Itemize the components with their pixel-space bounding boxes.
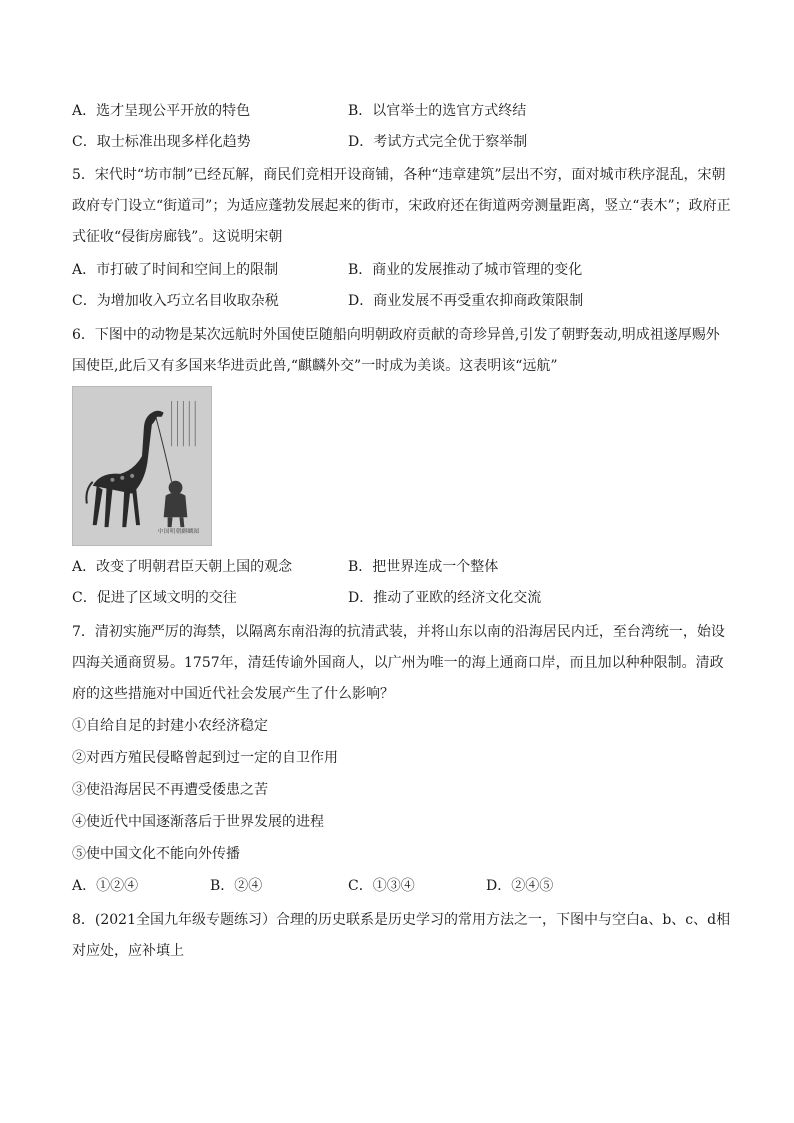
q4-option-d[interactable]: D．考试方式完全优于察举制 [348,134,528,150]
q4-option-c[interactable]: C．取士标准出现多样化趋势 [72,134,251,150]
q7-item-1: ①自给自足的封建小农经济稳定 [72,718,268,734]
q5-stem-line-3: 式征收“侵街房廊钱”。这说明宋朝 [72,229,283,245]
q7-stem-line-1: 7．清初实施严厉的海禁，以隔离东南沿海的抗清武装，并将山东以南的沿海居民内迁，至台湾统一，始设 [72,624,725,640]
q6-option-a[interactable]: A．改变了明朝君臣天朝上国的观念 [72,559,293,575]
giraffe-tribute-painting [72,386,212,546]
q7-option-d[interactable]: D．②④⑤ [486,878,554,894]
q5-option-d[interactable]: D．商业发展不再受重农抑商政策限制 [348,293,584,309]
q6-option-d[interactable]: D．推动了亚欧的经济文化交流 [348,590,542,606]
giraffe-illustration [73,387,211,545]
q7-option-a[interactable]: A．①②④ [72,878,139,894]
q7-item-2: ②对西方殖民侵略曾起到过一定的自卫作用 [72,750,338,766]
q6-option-b[interactable]: B．把世界连成一个整体 [348,559,499,575]
q8-stem-line-1: 8．(2021全国九年级专题练习）合理的历史联系是历史学习的常用方法之一，下图中与空白a、b、c、d相 [72,912,731,928]
q5-option-a[interactable]: A．市打破了时间和空间上的限制 [72,262,279,278]
q6-option-c[interactable]: C．促进了区域文明的交往 [72,590,237,606]
q7-item-3: ③使沿海居民不再遭受倭患之苦 [72,782,268,798]
figure-caption: 中国明朝麒麟图 [157,529,200,536]
q7-stem-line-2: 四海关通商贸易。1757年，清廷传谕外国商人，以广州为唯一的海上通商口岸，而且加以种种限制。清政 [72,655,724,671]
q6-stem-line-1: 6．下图中的动物是某次远航时外国使臣随船向明朝政府贡献的奇珍异兽,引发了朝野轰动,明成祖遂厚赐外 [72,327,720,343]
q5-stem-line-1: 5．宋代时“坊市制”已经瓦解，商民们竞相开设商铺，各种“违章建筑”层出不穷，面对城市秩序混乱，宋朝 [72,167,726,183]
q5-option-c[interactable]: C．为增加收入巧立名目收取杂税 [72,293,279,309]
q7-stem-line-3: 府的这些措施对中国近代社会发展产生了什么影响？ [72,686,394,702]
q7-item-4: ④使近代中国逐渐落后于世界发展的进程 [72,814,324,830]
q4-option-a[interactable]: A．选才呈现公平开放的特色 [72,103,251,119]
q7-option-b[interactable]: B．②④ [210,878,263,894]
q7-item-5: ⑤使中国文化不能向外传播 [72,846,240,862]
q7-option-c[interactable]: C．①③④ [348,878,415,894]
q5-option-b[interactable]: B．商业的发展推动了城市管理的变化 [348,262,583,278]
q5-stem-line-2: 政府专门设立“街道司”；为适应蓬勃发展起来的街市，宋政府还在街道两旁测量距离，竖立“表木”；政府正 [72,198,731,214]
q6-stem-line-2: 国使臣,此后又有多国来华进贡此兽,“麒麟外交”一时成为美谈。这表明该“远航” [72,358,558,374]
q4-option-b[interactable]: B．以官举士的选官方式终结 [348,103,527,119]
q8-stem-line-2: 对应处，应补填上 [72,943,184,959]
